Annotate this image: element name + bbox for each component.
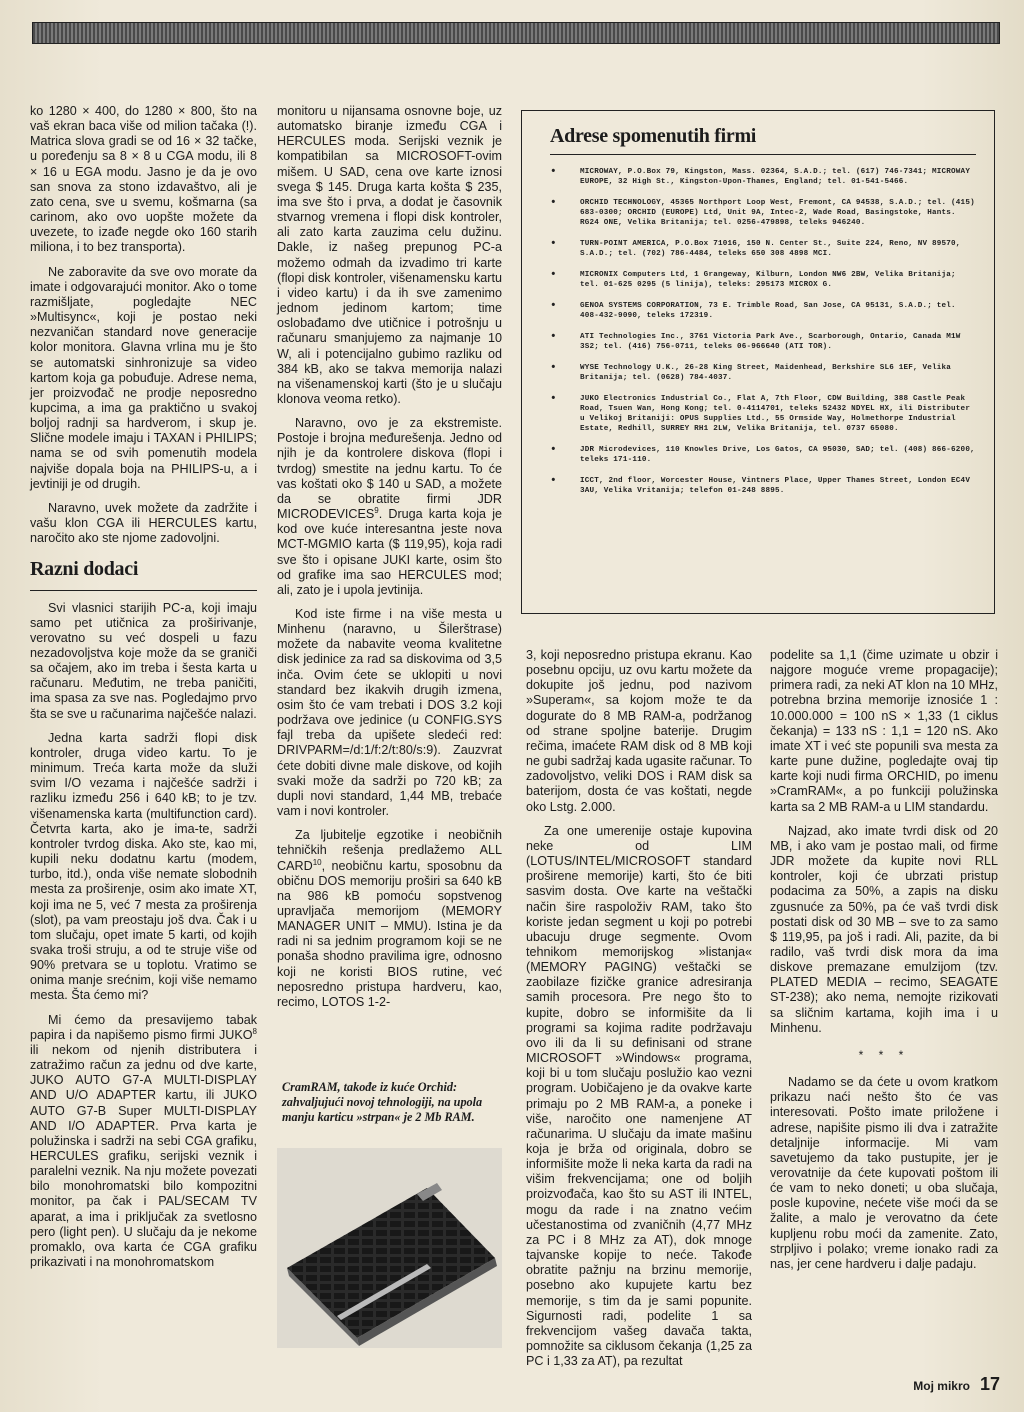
top-banner-bar <box>32 22 1000 44</box>
bullet-icon: • <box>550 361 557 374</box>
magazine-name: Moj mikro <box>913 1379 970 1393</box>
bullet-icon: • <box>550 268 557 281</box>
section-heading: Razni dodaci <box>30 558 139 581</box>
column-1 <box>30 104 257 1270</box>
paragraph: ko 1280 × 400, do 1280 × 800, što na vaš ekran baca više od milion tačaka (!). Matrica slova gradi se od 16 × 32 tačke, u poređenju sa 8 × 8 u CGA modu, ili 8 × 16 u EGA modu. Jasno je da je ovo san snova za stono izdavaštvo, ali je zato cena, sve u svemu, košmarna (sa carinom, ako ovo uopšte možete da uvezete, to izađe negde oko 160 starih miliona, i to bez transporta). <box>30 104 257 255</box>
address-entry <box>542 270 976 290</box>
address-list <box>542 167 976 496</box>
address-entry <box>542 167 976 187</box>
address-entry <box>542 332 976 352</box>
column-2 <box>277 104 502 1010</box>
paragraph: Naravno, ovo je za ekstremiste. Postoje i brojna međurešenja. Jedno od njih je da kontrolere diskova (flopi i tvrdog) smestite na jednu kartu. To će vas koštati oko $ 140 u SAD, a možete da se obratite firmi JDR MICRODEVICES$^9$. Druga karta koja je kod ove kuće interesantna jeste nova MCT-MGMIO karta ($ 119,95), koja radi sve što i opisane JUKI karte, osim što od grafike ima sao HERCULES mod; ali, zato je i upola jevtinija. <box>277 416 502 597</box>
address-text: ICCT, 2nd floor, Worcester House, Vintners Place, Upper Thames Street, London EC4V 3AU, Velika Vritanija; telefon 01-248 8895. <box>580 476 971 495</box>
paragraph: Ne zaboravite da sve ovo morate da imate i odgovarajući monitor. Ako o tome razmišljate, pogledajte NEC »Multisync«, koji je postao neki nezvaničan standard nove generacije kolor monitora. Glavna vrlina mu je što se automatski sinhronizuje sa video kartom koja ga pobuđuje. Adrese nema, jer proizvođač ne prodje neposredno kupcima, a ima ga praktično u svakoj boljoj radnji sa hardverom, i skup je. Slične modele imaju i TAXAN i PHILIPS; nama se od svih pomenutih modela najviše dopala boja na PHILIPS-u, a i jevtiniji je od drugih. <box>30 264 257 491</box>
bullet-icon: • <box>550 392 557 405</box>
bullet-icon: • <box>550 474 557 487</box>
address-entry <box>542 239 976 259</box>
address-text: MICRONIX Computers Ltd, 1 Grangeway, Kilburn, London NW6 2BW, Velika Britanija; tel. 01-625 0295 (5 linija), teleks: 295173 MICROX G. <box>580 270 956 290</box>
bullet-icon: • <box>550 238 557 251</box>
address-entry <box>542 476 976 496</box>
address-text: JDR Microdevices, 110 Knowles Drive, Los Gatos, CA 95030, SAD; tel. (408) 866-6200, teleks 171-110. <box>580 445 975 465</box>
address-text: JUKO Electronics Industrial Co., Flat A, 7th Floor, CDW Building, 388 Castle Peak Road, Tsuen Wan, Hong Kong; tel. 0-4114701, teleks 52432 NDYEL HX, ili Distributer u Velikoj Britaniji: OPUS Supplies Ltd., 55 Ormside Way, Holmethorpe Industrial Estate, Redhill, SURREY RH1 2LW, Velika Britanija, tel. 0737 65080. <box>580 394 971 434</box>
bullet-icon: • <box>550 443 557 456</box>
address-entry <box>542 445 976 465</box>
section-separator: * * * <box>858 1047 910 1062</box>
paragraph: Kod iste firme i na više mesta u Minhenu (naravno, u Šilerštrase) možete da nabavite veoma kvalitetne disk jedinice za rad sa diskovima od 3,5 inča. Ovim ćete se uklopiti u novi standard bez ikakvih drugih izmena, osim što će vam trebati i DOS 3.2 koji podržava ove jedinice (u CONFIG.SYS fajl treba da upišete sledeći red: DRIVPARM=/d:1/f:2/t:80/s:9). Zauzvrat ćete dobiti divne male diskove, od kojih svaki može da sadrži po 720 kB; za dupli novi standard, 1,44 MB, trebaće vam i novi kontroler. <box>277 607 502 819</box>
circuit-board-image <box>277 1148 502 1348</box>
heading-rule <box>550 154 976 155</box>
address-entry <box>542 198 976 229</box>
paragraph: monitoru u nijansama osnovne boje, uz automatsko biranje između CGA i HERCULES moda. Serijski veznik je kompatibilan sa MICROSOFT-ovim mišem. U SAD, cena ove karte iznosi svega $ 145. Druga karta košta $ 235, ima sve što i prva, a dodat je časovnik stvarnog vremena i flopi disk kontroler, ali zato karta zauzima celu dužinu. Dakle, iz našeg prepunog PC-a možemo odmah da izvadimo tri karte (flopi disk kontroler, višenamensku kartu i video kartu) i da ih sve zamenimo jednom jedinom kartom; time oslobađamo dve utičnice i potrošnju u računaru smanjujemo za najmanje 10 W, ali i potencijalno gubimo razliku od 384 kB, ako se takva memorija nalazi na višenamenskoj karti (što je u slučaju klonova veoma retko). <box>277 104 502 406</box>
address-text: ATI Technologies Inc., 3761 Victoria Park Ave., Scarborough, Ontario, Canada M1W 3S2; tel. (416) 756-0711, teleks 06-966640 (ATI TOR). <box>580 332 961 351</box>
address-entry <box>542 394 976 435</box>
addresses-title: Adrese spomenutih firmi <box>550 125 757 147</box>
bullet-icon: • <box>550 299 557 312</box>
address-text: ORCHID TECHNOLOGY, 45365 Northport Loop West, Fremont, CA 94538, S.A.D.; tel. (415) 683-0300; ORCHID (EUROPE) Ltd, Unit 9A, Intec-2, Wade Road, Basingstoke, Hants. RG24 ONE, Velika Britanija; tel. 0256-479898, teleks 946240. <box>580 198 975 228</box>
address-entry <box>542 363 976 383</box>
address-text: TURN-POINT AMERICA, P.O.Box 71016, 150 N. Center St., Suite 224, Reno, NV 89570, S.A.D.; tel. (702) 786-4484, teleks 650 308 4898 MCI. <box>580 240 961 259</box>
paragraph: Mi ćemo da presavijemo tabak papira i da napišemo pismo firmi JUKO$^8$ ili nekom od njenih distributera i zatražimo račun za jednu od dve karte, JUKO AUTO G7-A MULTI-DISPLAY AND U/O ADAPTER kartu, ili JUKO AUTO G7-B Super MULTI-DISPLAY AND I/O ADAPTER. Prva karta je polužinska i sadrži na sebi CGA grafiku, HERCULES grafiku, serijski veznik i paralelni veznik. Na nju možete povezati bilo monohromatski bilo kompozitni monitor, pa čak i PAL/SECAM TV aparat, a ima i priključak za svetlosno pero (light pen). U slučaju da je nekome promaklo, ova karta će CGA grafiku prikazivati i na monohromatskom <box>30 1012 257 1270</box>
paragraph: Nadamo se da ćete u ovom kratkom prikazu naći nešto što će vas interesovati. Pošto imate priložene i adrese, napišite pismo ili dva i zatražite detaljnije informacije. Mi vam savetujemo da tako pustupite, jer je verovatnije da ćete kupovati poštom ili će vam to neko doneti; u oba slučaja, posle kupovine, nećete više moći da se žalite, a malo je verovatno da ćete kupljenu robu moći da zamenite. Zato, strpljivo i polako; vreme ionako radi za nas, jer cene hardveru i dalje padaju. <box>770 1075 998 1271</box>
photo-caption: CramRAM, takođe iz kuće Orchid: zahvaljujući novoj tehnologiji, na upola manju karticu »strpan« je 2 Mb RAM. <box>282 1080 483 1124</box>
paragraph: Za ljubitelje egzotike i neobičnih tehničkih rešenja predlažemo ALL CARD$^{10}$, neobičnu kartu, sposobnu da običnu DOS memoriju proširi sa 640 kB na 986 kB pomoću sopstvenog upravljača memorijom (MEMORY MANAGER UNIT – MMU). Istina je da radi ni sa jednim programom koji se ne ponaša shodno pravilima igre, odnosno koji ne koristi BIOS rutine, već neposredno pristupa hardveru, kao, recimo, LOTOS 1-2- <box>277 828 502 1009</box>
page-number: 17 <box>979 1374 1000 1394</box>
paragraph: Naravno, uvek možete da zadržite i vašu klon CGA ili HERCULES kartu, naročito ako ste njome zadovoljni. <box>30 500 257 546</box>
bullet-icon: • <box>550 196 557 209</box>
paragraph: Najzad, ako imate tvrdi disk od 20 MB, i ako vam je postao mali, od firme JDR možete da kupite novi RLL kontroler, koji će ubrzati pristup podacima za 50%, a zapis na disku zgusnuće za 50%, pa će vaš tvrdi disk postati disk od 30 MB – sve to za samo $ 119,95, pa još i radi. Ali, pazite, da bi radilo, vaš tvrdi disk mora da ima diskove premazane emulzijom (tzv. PLATED MEDIA – recimo, SEAGATE ST-238); ako nema, nemojte rizikovati sa sličnim kartama, kojih ima i u Minhenu. <box>770 823 998 1035</box>
paragraph: Jedna karta sadrži flopi disk kontroler, druga video kartu. To je minimum. Treća karta može da služi svim I/O vezama i najčešće sadrži i razliku između 256 i 640 kB; to je tzv. višenamenska karta (multifunction card). Četvrta karta, ako je ima-te, sadrži kontroler tvrdog diska. Ako ste, kao mi, kupili neku dodatnu kartu (modem, turbo, itd.), onda više nemate slobodnih mesta za proširenje, osim ako imate XT, koji ima ne 5, već 7 mesta za proširenja (slot), pa vam preostaju još dva. Čak i u tom slučaju, opet imate 5 karti, od kojih svaka troši struju, a od te struje više od 90% pretvara se u toplotu. Vratimo se onima manje srećnim, koji više nemamo mesta. Šta ćemo mi? <box>30 730 257 1003</box>
bullet-icon: • <box>550 166 557 178</box>
address-text: GENOA SYSTEMS CORPORATION, 73 E. Trimble Road, San Jose, CA 95131, S.A.D.; tel. 408-432-9090, teleks 172319. <box>580 301 956 321</box>
paragraph: 3, koji neposredno pristupa ekranu. Kao posebnu opciju, uz ovu kartu možete da dokupite još jednu, pod nazivom »Superam«, sa kojom može te da dogurate do 8 MB RAM-a, podržanog od strane spoljne baterije. Drugim rečima, imaćete RAM disk od 8 MB koji ne gubi sadržaj kada ugasite računar. To zadovoljstvo, veliki DOS i RAM disk sa baterijom, dosta će vas koštati, negde oko Lstg. 2.000. <box>526 648 752 814</box>
address-text: WYSE Technology U.K., 26-28 King Street, Maidenhead, Berkshire SL6 1EF, Velika Britanija; tel. (0628) 784-4037. <box>580 363 952 382</box>
address-text: MICROWAY, P.O.Box 79, Kingston, Mass. 02364, S.A.D.; tel. (617) 746-7341; MICROWAY EUROPE, 32 High St., Kingston-Upon-Thames, England; tel. 01-541-5466. <box>580 168 971 187</box>
address-entry <box>542 301 976 321</box>
paragraph: Svi vlasnici starijih PC-a, koji imaju samo pet utičnica za proširivanje, verovatno su već dospeli u fazu nezadovoljstva koje može da se graniči sa očajem, ako im treba i šesta karta u računaru. Međutim, ne treba paničiti, ima spasa za sve nas. Pogledajmo prvo šta se sve u računarima najčešće nalazi. <box>30 600 257 721</box>
paragraph: Za one umerenije ostaje kupovina neke od LIM (LOTUS/INTEL/MICROSOFT standard proširene memorije) karti, što će biti sasvim dosta. Ove karte na veštački način šire raspoloživ RAM, tako što koriste jedan segment u koji po potrebi ubacuju druge segmente. Ovom tehnikom memorijskog »listanja« (MEMORY PAGING) veštački se zaobilaze fizičke granice adresiranja samih procesora. Pre nego što to kupite, dobro se informišite da li programi sa kojima radite podržavaju ovo ili da li su definisani od strane MICROSOFT »Windows« programa, koji bi u tom slučaju poslužio kao vezni program. Uobičajeno je da ovakve karte primaju po 2 MB RAM-a, a poneke i više, naročito one namenjene AT računarima. U slučaju da imate mašinu koja je brža od originala, dobro se informišite može li neka karta da radi na višim frekvencijama; one od boljih proizvođača, kao što su AST ili INTEL, mogu da rade i na znatno većim učestanostima od zvaničnih (4,77 MHz za PC i 8 MHz za AT), dok mnoge tajvanske kopije to neće. Takođe obratite pažnju na brzinu memorije, posebno ako kupujete kartu bez memorije, s tim da je sami popunite. Sigurnosti radi, podelite 1 sa frekvencijom vašeg davača takta, pomnožite sa ciklusom čekanja (1,25 za PC i 1,33 za AT), pa rezultat <box>526 823 752 1369</box>
paragraph: podelite sa 1,1 (čime uzimate u obzir i najgore moguće vreme propagacije); primera radi, za neki AT klon na 10 MHz, potrebna brzina memorije iznosiće 1 : 10.000.000 = 100 nS × 1,33 (1 ciklus čekanja) = 133 nS : 1,1 = 120 nS. Ako imate XT i već ste popunili sva mesta za karte pune dužine, pogledajte ovaj tip karte koji nudi firma ORCHID, po imenu »CramRAM«, a po funkciji polužinska karta sa 2 MB RAM-a u LIM standardu. <box>770 648 998 814</box>
cramram-card-photo <box>277 1148 502 1348</box>
bullet-icon: • <box>550 330 557 343</box>
column-4 <box>770 648 998 1272</box>
page-footer <box>913 1374 1000 1395</box>
column-3 <box>526 648 752 1369</box>
addresses-box <box>521 110 995 614</box>
heading-rule <box>30 590 257 591</box>
